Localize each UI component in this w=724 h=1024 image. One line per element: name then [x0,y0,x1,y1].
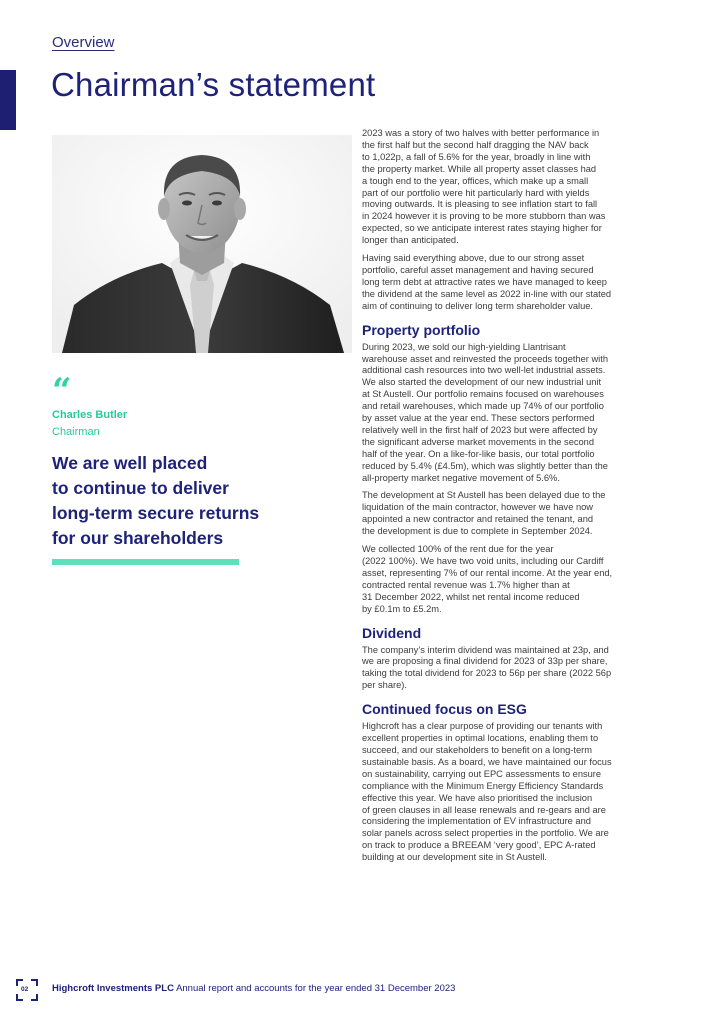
text-line: The company’s interim dividend was maintained at 23p, and [362,644,609,655]
intro-paragraph-1 [362,128,662,247]
pull-quote-line: to continue to deliver [52,478,229,498]
page-number: 02 [21,986,29,993]
text-line: the dividend at the same level as 2022 in-line with our stated [362,288,612,299]
page-title: Chairman’s statement [51,66,376,103]
text-line: excellent properties in optimal locations, enabling them to [362,733,599,744]
text-line: in 2024 however it is proving to be more stubborn than was [362,211,606,222]
section-breadcrumb[interactable]: Overview [52,34,115,51]
text-line: We also started the development of our new industrial unit [362,377,602,388]
text-line: aim of continuing to deliver long term shareholder value. [362,300,594,311]
text-line: on sustainability, carrying out EPC assessments to ensure [362,768,602,779]
footer [52,983,455,994]
dividend-heading: Dividend [362,624,422,641]
text-line: portfolio, careful asset management and having secured [362,264,594,275]
text-line: 31 December 2022, whilst net rental income reduced [362,591,580,602]
text-line: effective this year. We have also prioritised the inclusion [362,792,593,803]
text-line: the development is due to complete in September 2024. [362,526,593,537]
intro-paragraph-2 [362,253,662,313]
section-side-tab [0,70,16,130]
dividend-paragraph [362,645,662,693]
text-line: by asset value at the year end. These sectors performed [362,413,595,424]
text-line: Highcroft has a clear purpose of providing our tenants with [362,721,603,732]
text-line: of green clauses in all lease renewals and re-gears and are [362,804,606,815]
text-line: the first half but the second half dragging the NAV back [362,139,589,150]
text-line: asset, representing 7% of our rental income. At the year end, [362,567,613,578]
text-line: taking the total dividend for 2023 to 56p per share (2022 56p [362,668,612,679]
text-line: additional cash resources into two well-let industrial assets. [362,365,606,376]
property-paragraph-1 [362,342,662,485]
text-line: (2022 100%). We have two void units, including our Cardiff [362,556,604,566]
text-line: The development at St Austell has been delayed due to the [362,490,606,501]
esg-paragraph [362,721,662,864]
text-line: expected, so we anticipate interest rates staying higher for [362,223,602,234]
pull-quote-line: for our shareholders [52,528,224,548]
text-line: During 2023, we sold our high-yielding Llantrisant [362,341,566,352]
text-line: warehouse asset and reinvested the proceeds together with [362,353,609,364]
chairman-name: Charles Butler [52,409,128,421]
text-line: reduced by 5.4% (£4.5m), which was slightly better than the [362,460,608,471]
text-line: longer than anticipated. [362,235,459,246]
text-line: the property market. While all property asset classes had [362,163,597,174]
quote-underline-rule [52,559,239,565]
text-line: a tough end to the year, offices, which make up a small [362,175,589,186]
esg-heading: Continued focus on ESG [362,701,527,718]
chairman-portrait [52,135,352,353]
text-line: relatively well in the first half of 2023 but were affected by [362,424,598,435]
text-line: contracted rental revenue was 1.7% higher than at [362,579,570,590]
text-line: liquidation of the main contractor, however we have now [362,502,594,513]
text-line: appointed a new contractor and retained the tenant, and [362,514,594,525]
text-line: all-property market negative movement of 5.6%. [362,472,560,483]
quote-mark-icon: “ [52,371,72,411]
text-line: considering the implementation of EV infrastructure and [362,816,591,827]
text-line: to 1,022p, a fall of 5.6% for the year, broadly in line with [362,151,591,162]
property-paragraph-2 [362,490,662,538]
pull-quote [52,451,312,551]
text-line: building at our development site in St Austell. [362,852,548,863]
text-line: compliance with the Minimum Energy Efficiency Standards [362,780,604,791]
pull-quote-line: We are well placed [52,453,208,473]
text-line: on track to produce a BREEAM ‘very good’, EPC A-rated [362,840,596,851]
chairman-role: Chairman [52,426,100,438]
text-line: 2023 was a story of two halves with better performance in [362,128,600,138]
text-line: the significant adverse market movements in the second [362,436,595,447]
text-line: long term debt at attractive rates we have managed to keep [362,276,607,287]
text-line: per share). [362,680,407,691]
property-paragraph-3 [362,544,662,615]
text-line: by £0.1m to £5.2m. [362,603,442,614]
text-line: at St Austell. Our portfolio remains focused on warehouses [362,389,604,400]
text-line: part of our portfolio were hit particularly hard with yields [362,187,590,198]
footer-company: Highcroft Investments PLC [52,983,174,994]
property-portfolio-heading: Property portfolio [362,321,481,338]
text-line: solar panels across select properties in the portfolio. We are [362,828,609,839]
pull-quote-line: long-term secure returns [52,503,260,523]
footer-report-title: Annual report and accounts for the year ended 31 December 2023 [176,983,456,994]
text-line: moving outwards. It is pleasing to see inflation start to fall [362,199,598,210]
text-line: We collected 100% of the rent due for the year [362,544,554,555]
text-line: and retail warehouses, which made up 74% of our portfolio [362,401,604,412]
text-line: we are proposing a final dividend for 2023 of 33p per share, [362,656,608,667]
statement-body [362,128,662,870]
text-line: half of the year. On a like-for-like basis, our total portfolio [362,448,595,459]
text-line: succeed, and our stakeholders to benefit on a long-term [362,744,592,755]
text-line: Having said everything above, due to our strong asset [362,253,585,264]
text-line: sustainable basis. As a board, we have maintained our focus [362,756,612,767]
